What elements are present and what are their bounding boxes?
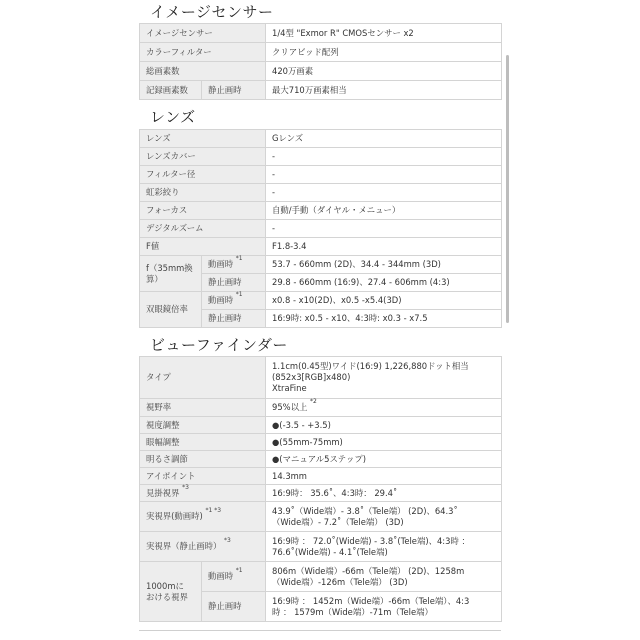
value-line: (852x3[RGB]x480) (272, 372, 351, 382)
left-margin (0, 0, 139, 640)
row-value: クリアビッド配列 (266, 43, 502, 62)
row-value: ●(55mm-75mm) (266, 434, 502, 451)
table-row (140, 562, 502, 592)
row-value: - (266, 166, 502, 184)
row-value: - (266, 184, 502, 202)
lens-table (139, 129, 502, 328)
table-row (140, 130, 502, 148)
row-label: アイポイント (140, 468, 266, 485)
table-row (140, 502, 502, 532)
row-sublabel: 静止画時 (202, 310, 266, 328)
section-title-viewfinder: ビューファインダー (150, 336, 288, 354)
label-line: 1000mに (146, 580, 184, 591)
value-line: 76.6˚(Wide端) - 4.1˚(Tele端) (272, 546, 388, 557)
value-line: 43.9˚（Wide端）- 3.8˚（Tele端） (2D)、64.3˚ (272, 505, 458, 516)
row-label: 視野率 (140, 399, 266, 417)
divider (139, 630, 501, 631)
table-row (140, 43, 502, 62)
table-row (140, 256, 502, 274)
footnote-mark: *1 (235, 291, 243, 298)
row-label: レンズカバー (140, 148, 266, 166)
row-sublabel (202, 562, 266, 592)
row-value (266, 532, 502, 562)
row-label: f（35mm換算） (140, 256, 202, 292)
row-label (140, 532, 266, 562)
row-value: 16:9時: x0.5 - x10、4:3時: x0.3 - x7.5 (266, 310, 502, 328)
table-row (140, 357, 502, 399)
footnote-mark: *2 (310, 398, 317, 405)
row-value: 420万画素 (266, 62, 502, 81)
row-value: 自動/手動（ダイヤル・メニュー） (266, 202, 502, 220)
row-value: ●(マニュアル5ステップ) (266, 451, 502, 468)
table-row (140, 238, 502, 256)
value-line: （Wide端）-126m（Tele端） (3D) (272, 576, 408, 587)
value-line: （Wide端）- 7.2˚（Tele端） (3D) (272, 516, 404, 527)
row-label: デジタルズーム (140, 220, 266, 238)
row-label: フォーカス (140, 202, 266, 220)
footnote-mark: *1 *3 (205, 507, 222, 514)
table-row (140, 62, 502, 81)
value-line: 806m（Wide端）-66m（Tele端） (2D)、1258m (272, 565, 465, 576)
row-sublabel: 静止画時 (202, 274, 266, 292)
row-value: 29.8 - 660mm (16:9)、27.4 - 606mm (4:3) (266, 274, 502, 292)
image-sensor-table (139, 23, 502, 100)
value-line: 16:9時 ： 72.0˚(Wide端) - 3.8˚(Tele端)、4:3時 ： (272, 535, 470, 546)
table-row (140, 148, 502, 166)
row-value: F1.8-3.4 (266, 238, 502, 256)
footnote-mark: *3 (224, 537, 231, 544)
table-row (140, 292, 502, 310)
value-line: 1.1cm(0.45型)ワイド(16:9) 1,226,880ドット相当 (272, 361, 469, 371)
row-value (266, 502, 502, 532)
row-label: 双眼鏡倍率 (140, 292, 202, 328)
row-label: カラーフィルター (140, 43, 266, 62)
footnote-mark: *1 (235, 255, 243, 262)
row-label: フィルター径 (140, 166, 266, 184)
table-row (140, 434, 502, 451)
row-label (140, 485, 266, 502)
value-text: 95%以上 (272, 402, 308, 412)
row-label: タイプ (140, 357, 266, 399)
section-title-image-sensor: イメージセンサー (150, 3, 274, 21)
table-row (140, 485, 502, 502)
row-value: - (266, 220, 502, 238)
row-value: Gレンズ (266, 130, 502, 148)
table-row (140, 532, 502, 562)
row-label: 視度調整 (140, 417, 266, 434)
row-value (266, 357, 502, 399)
table-row (140, 417, 502, 434)
row-value: 53.7 - 660mm (2D)、34.4 - 344mm (3D) (266, 256, 502, 274)
row-value: - (266, 148, 502, 166)
table-row (140, 220, 502, 238)
scrollbar-thumb[interactable] (506, 55, 509, 323)
value-line: 16:9時 ： 1452m（Wide端）-66m（Tele端）、4:3 (272, 595, 470, 606)
row-label: 明るさ調節 (140, 451, 266, 468)
row-label: F値 (140, 238, 266, 256)
row-label: レンズ (140, 130, 266, 148)
sublabel-text: 動画時 (208, 571, 234, 581)
label-text: 実視界(動画時) (146, 511, 203, 521)
row-value: 最大710万画素相当 (266, 81, 502, 100)
row-sublabel (202, 256, 266, 274)
table-row (140, 24, 502, 43)
row-value (266, 562, 502, 592)
row-label: 総画素数 (140, 62, 266, 81)
footnote-mark: *1 (235, 567, 243, 574)
table-row (140, 399, 502, 417)
table-row (140, 202, 502, 220)
row-label (140, 562, 202, 622)
table-row (140, 184, 502, 202)
row-label: 虹彩絞り (140, 184, 266, 202)
table-row (140, 166, 502, 184)
label-text: 実視界（静止画時） (146, 541, 222, 551)
row-value: 16:9時： 35.6˚、4:3時： 29.4˚ (266, 485, 502, 502)
row-label: 眼幅調整 (140, 434, 266, 451)
row-value (266, 592, 502, 622)
row-value: 14.3mm (266, 468, 502, 485)
value-line: XtraFine (272, 383, 307, 393)
row-label: 記録画素数 (140, 81, 202, 100)
row-value: ●(-3.5 - +3.5) (266, 417, 502, 434)
row-sublabel (202, 292, 266, 310)
table-row (140, 468, 502, 485)
row-value: 1/4型 "Exmor R" CMOSセンサー x2 (266, 24, 502, 43)
sublabel-text: 動画時 (208, 259, 234, 269)
row-label (140, 502, 266, 532)
table-row (140, 451, 502, 468)
section-title-lens: レンズ (150, 108, 196, 126)
value-line: 時 ： 1579m（Wide端）-71m（Tele端） (272, 606, 433, 617)
label-line: おける視界 (146, 591, 188, 602)
row-sublabel: 静止画時 (202, 81, 266, 100)
label-text: 見掛視界 (146, 487, 180, 498)
row-value (266, 399, 502, 417)
row-value: x0.8 - x10(2D)、x0.5 -x5.4(3D) (266, 292, 502, 310)
row-sublabel: 静止画時 (202, 592, 266, 622)
sublabel-text: 動画時 (208, 295, 234, 305)
viewfinder-table (139, 356, 502, 622)
table-row (140, 81, 502, 100)
footnote-mark: *3 (182, 483, 189, 491)
row-label: イメージセンサー (140, 24, 266, 43)
